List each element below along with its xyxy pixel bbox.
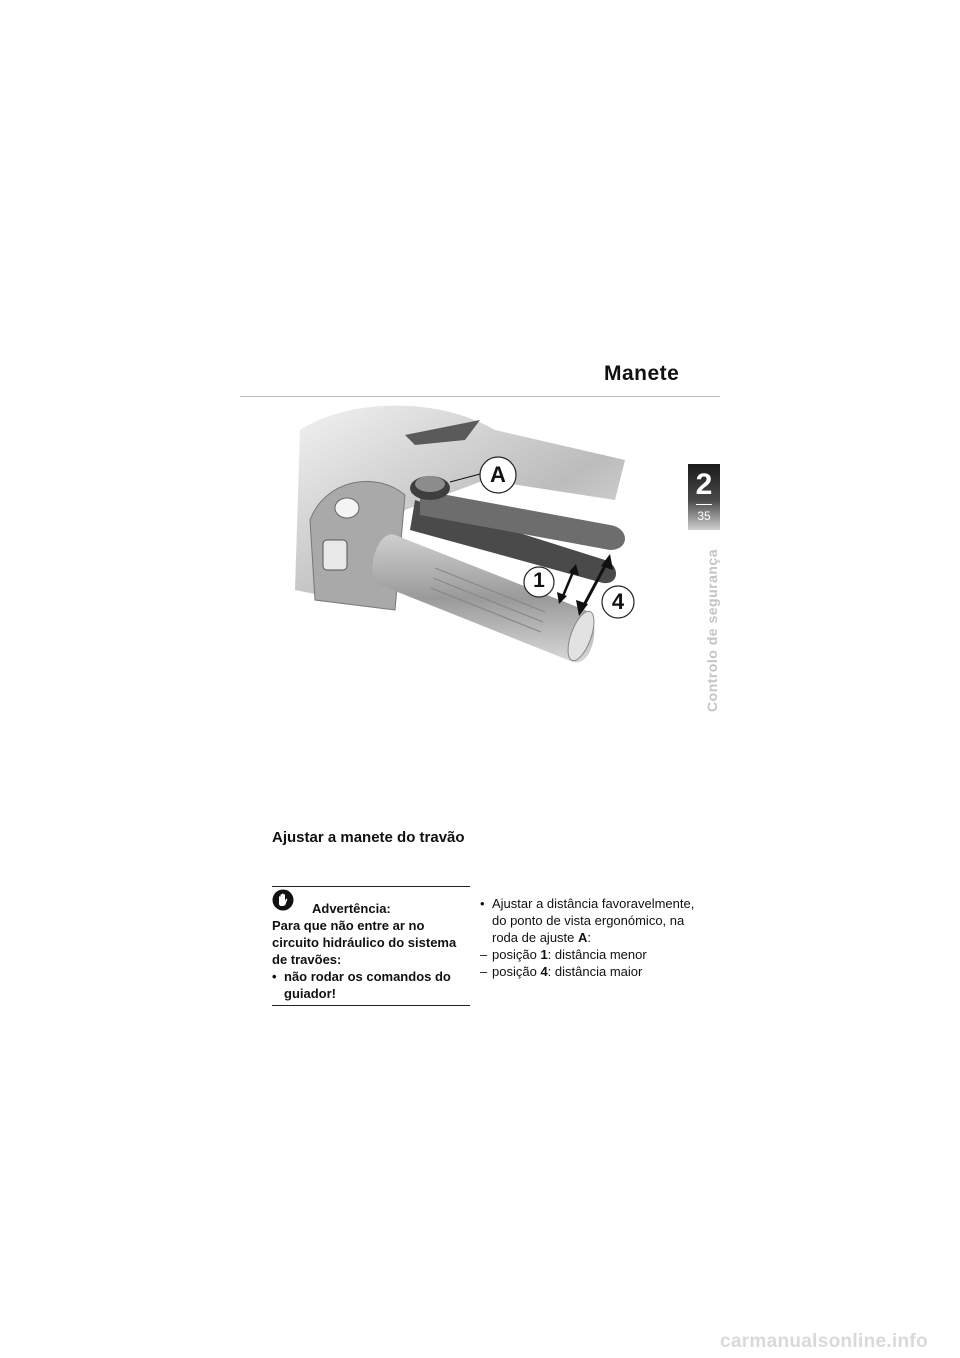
dash-mark: –: [480, 964, 488, 979]
instruction-item-text: [492, 963, 642, 980]
bullet-dot: •: [272, 969, 277, 984]
item-ref: 4: [540, 964, 548, 979]
chapter-divider: [696, 504, 712, 505]
callout-4-label: 4: [611, 589, 625, 614]
warning-box: [272, 886, 470, 1006]
stop-hand-icon: [272, 889, 294, 911]
warning-bullet-text: não rodar os comandos do guiador!: [284, 969, 451, 1001]
warning-bottom-rule: [272, 1005, 470, 1006]
callout-a-label: A: [490, 462, 506, 487]
instruction-bullet: [480, 895, 700, 946]
chapter-number: 2: [695, 468, 713, 501]
instruction-bullet-body: Ajustar a distância favoravelmente, do ponto de vista ergonómico, na roda de ajuste: [492, 896, 695, 945]
page-title: Manete: [604, 362, 680, 385]
warning-title: Advertência:: [312, 901, 391, 916]
section-heading: Ajustar a manete do travão: [272, 829, 465, 846]
instruction-bullet-text: Ajustar a distância favoravelmente, do ponto de vista ergonómico, na roda de ajuste A:: [492, 896, 695, 945]
instructions: [480, 895, 700, 980]
dash-mark: –: [480, 947, 488, 962]
warning-header: [272, 891, 470, 915]
warning-bullet: [272, 968, 470, 1002]
item-text: : distância menor: [547, 947, 647, 962]
item-prefix: posição: [492, 947, 537, 962]
chapter-tab: [688, 464, 720, 530]
instruction-ref-a: A: [578, 930, 588, 945]
item-prefix: posição: [492, 964, 537, 979]
bullet-dot: •: [480, 896, 485, 911]
watermark: carmanualsonline.info: [720, 1331, 928, 1352]
instruction-item: [480, 946, 700, 963]
chapter-side-label: Controlo de segurança: [704, 549, 720, 712]
brake-lever-illustration: [285, 400, 665, 680]
warning-text: Para que não entre ar no circuito hidráulico do sistema de travões:: [272, 918, 457, 967]
callout-1-label: 1: [533, 569, 545, 592]
warning-top-rule: [272, 886, 470, 887]
instruction-item-text: [492, 946, 647, 963]
instruction-item: [480, 963, 700, 980]
page-number: 35: [697, 509, 711, 523]
item-ref: 1: [540, 947, 548, 962]
title-divider: [240, 396, 720, 397]
item-text: : distância maior: [547, 964, 643, 979]
